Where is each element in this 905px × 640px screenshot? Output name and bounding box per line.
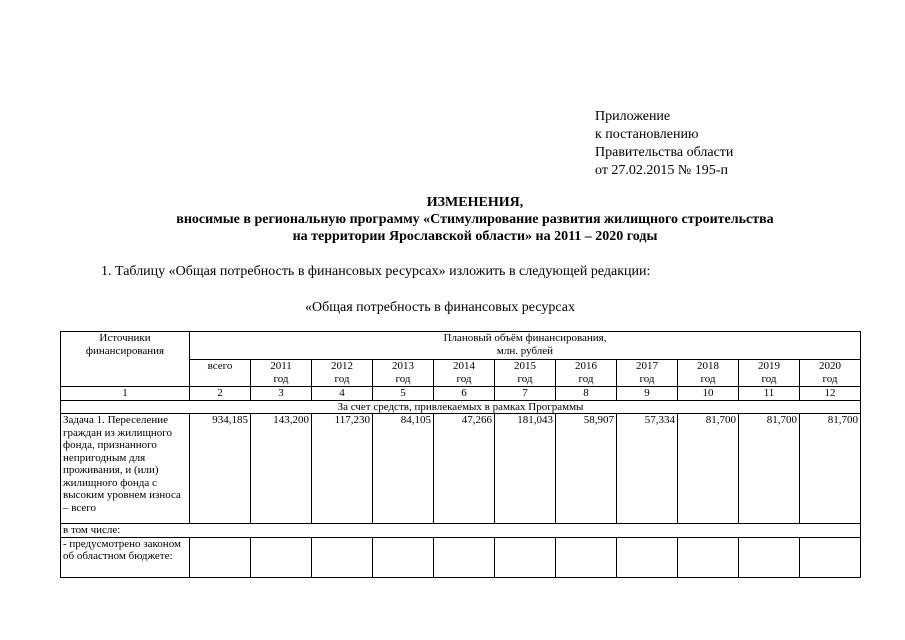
header-year-2014 [434, 360, 495, 387]
task1-label: Задача 1. Переселение граждан из жилищного фонда, признанного непригодным для проживания, и (или) жилищного фонда с высоким уровнем износа – всего [61, 414, 190, 524]
section-row [61, 400, 861, 414]
task1-value-2012: 117,230 [312, 414, 373, 524]
year-value: 2014 [453, 360, 475, 372]
appendix-line-2: к постановлению [595, 127, 699, 142]
header-plan-line-2: млн. рублей [496, 344, 554, 357]
empty-cell [312, 537, 373, 577]
year-value: 2017 [636, 360, 658, 372]
financing-table [60, 331, 861, 578]
including-label: в том числе: [61, 524, 861, 538]
empty-cell [373, 537, 434, 577]
header-year-2013 [373, 360, 434, 387]
task1-value-2017: 57,334 [617, 414, 678, 524]
col-number: 8 [556, 387, 617, 401]
empty-cell [617, 537, 678, 577]
year-suffix: год [517, 372, 533, 385]
year-suffix: год [700, 372, 716, 385]
empty-cell [800, 537, 861, 577]
year-suffix: год [456, 372, 472, 385]
empty-cell [251, 537, 312, 577]
task1-value-total: 934,185 [190, 414, 251, 524]
year-suffix: год [334, 372, 350, 385]
year-value: 2012 [331, 360, 353, 372]
title-line-3: на территории Ярославской области» на 2011 – 2020 годы [292, 229, 658, 244]
year-value: 2015 [514, 360, 536, 372]
header-year-2012 [312, 360, 373, 387]
year-suffix: год [578, 372, 594, 385]
task1-value-2020: 81,700 [800, 414, 861, 524]
header-sources: Источники финансирования [61, 332, 190, 387]
header-year-2017 [617, 360, 678, 387]
col-number: 3 [251, 387, 312, 401]
year-value: 2016 [575, 360, 597, 372]
empty-cell [678, 537, 739, 577]
col-number: 2 [190, 387, 251, 401]
col-number: 6 [434, 387, 495, 401]
header-year-2015 [495, 360, 556, 387]
col-number: 1 [61, 387, 190, 401]
table-caption: «Общая потребность в финансовых ресурсах [305, 300, 575, 315]
header-year-2011 [251, 360, 312, 387]
paragraph-1: 1. Таблицу «Общая потребность в финансовых ресурсах» изложить в следующей редакции: [101, 264, 651, 279]
col-number: 12 [800, 387, 861, 401]
header-total: всего [190, 360, 251, 387]
empty-cell [190, 537, 251, 577]
header-plan-line-1: Плановый объём финансирования, [443, 332, 607, 344]
year-value: 2020 [819, 360, 841, 372]
including-row [61, 524, 861, 538]
col-number: 4 [312, 387, 373, 401]
title-line-1: ИЗМЕНЕНИЯ, [426, 195, 524, 210]
empty-cell [556, 537, 617, 577]
appendix-line-1: Приложение [595, 109, 671, 124]
year-suffix: год [273, 372, 289, 385]
appendix-line-4: от 27.02.2015 № 195-п [595, 163, 728, 178]
regional-budget-label: - предусмотрено законом об областном бюджете: [61, 537, 190, 577]
document-title [60, 194, 890, 245]
col-number: 7 [495, 387, 556, 401]
title-line-2: вносимые в региональную программу «Стимулирование развития жилищного строительства [176, 212, 774, 227]
task1-row [61, 414, 861, 524]
task1-value-2014: 47,266 [434, 414, 495, 524]
regional-budget-row [61, 537, 861, 577]
task1-value-2019: 81,700 [739, 414, 800, 524]
section-title: За счет средств, привлекаемых в рамках Программы [61, 400, 861, 414]
column-number-row [61, 387, 861, 401]
year-value: 2018 [697, 360, 719, 372]
empty-cell [739, 537, 800, 577]
task1-value-2011: 143,200 [251, 414, 312, 524]
task1-value-2013: 84,105 [373, 414, 434, 524]
empty-cell [434, 537, 495, 577]
task1-value-2015: 181,043 [495, 414, 556, 524]
empty-cell [495, 537, 556, 577]
year-value: 2013 [392, 360, 414, 372]
year-suffix: год [761, 372, 777, 385]
year-value: 2019 [758, 360, 780, 372]
header-plan [190, 332, 861, 360]
task1-value-2018: 81,700 [678, 414, 739, 524]
col-number: 11 [739, 387, 800, 401]
year-suffix: год [822, 372, 838, 385]
year-value: 2011 [270, 360, 292, 372]
header-year-2020 [800, 360, 861, 387]
header-row-1 [61, 332, 861, 360]
appendix-block [595, 108, 733, 180]
col-number: 5 [373, 387, 434, 401]
col-number: 9 [617, 387, 678, 401]
year-suffix: год [639, 372, 655, 385]
appendix-line-3: Правительства области [595, 145, 734, 160]
year-suffix: год [395, 372, 411, 385]
header-year-2016 [556, 360, 617, 387]
header-year-2019 [739, 360, 800, 387]
header-year-2018 [678, 360, 739, 387]
col-number: 10 [678, 387, 739, 401]
task1-value-2016: 58,907 [556, 414, 617, 524]
